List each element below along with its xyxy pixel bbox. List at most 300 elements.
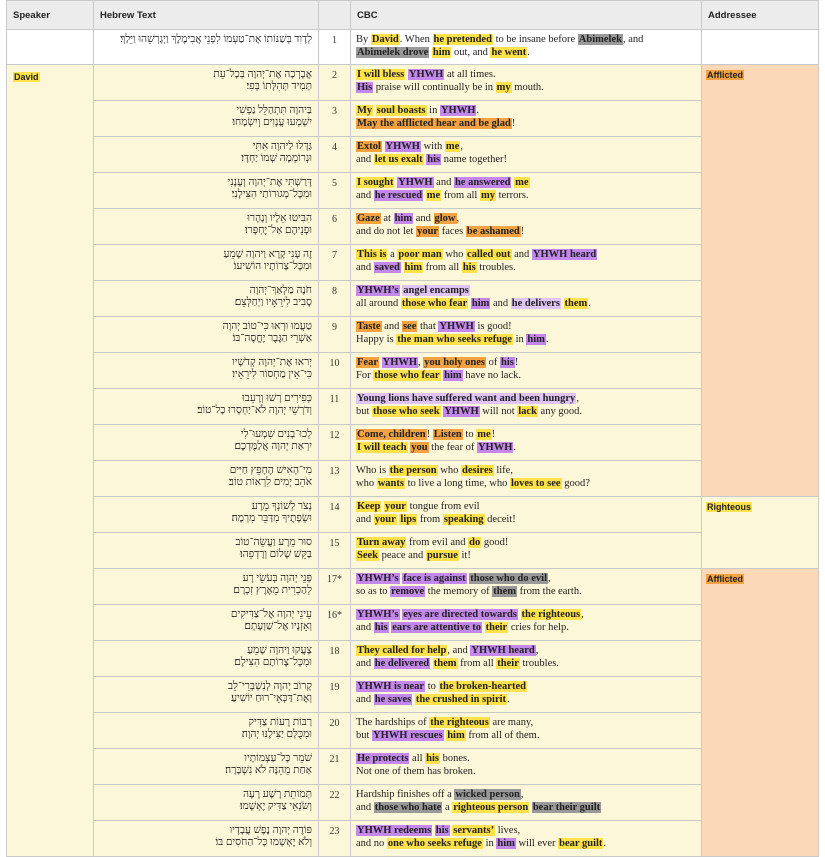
highlighted-phrase: Gaze [357,213,380,224]
highlighted-phrase: wicked person [455,789,520,800]
cbc-line [356,118,697,131]
text-segment: will ever [515,837,559,849]
text-segment: so as to [356,585,391,597]
cbc-line [356,766,697,779]
highlighted-phrase: his [374,621,388,633]
text-segment: it! [458,549,471,561]
cbc-cell [351,821,702,857]
hebrew-line: קָרוֹב יְהוָה לְנִשְׁבְּרֵי־לֵב [227,681,312,692]
highlighted-phrase: he rescued [374,189,423,201]
highlighted-phrase: pursue [426,549,458,561]
table-row [7,425,819,461]
highlighted-phrase: the righteous [430,717,489,728]
hebrew-line: מִי־הָאִישׁ הֶחָפֵץ חַיִּים [229,465,312,476]
cbc-cell [351,749,702,785]
text-segment: and do not let [356,225,417,237]
highlighted-phrase: desires [461,465,493,476]
highlighted-phrase: those who do evil [470,573,548,584]
text-segment: , [456,213,460,224]
hebrew-cell [94,30,319,65]
highlighted-phrase: his [435,825,449,836]
text-segment: Not one of them has broken. [356,765,476,777]
hebrew-line: יְראוּ אֶת־יְהוָה קְדֹשָׁיו [232,357,312,368]
hebrew-cell [94,569,319,605]
highlighted-phrase: me [445,141,460,152]
text-segment: . [588,297,591,309]
cbc-line [356,262,697,275]
highlighted-phrase: He protects [357,753,409,764]
highlighted-phrase: Fear [357,357,378,368]
text-segment: from the earth. [517,585,582,597]
highlighted-phrase: my [480,189,495,201]
speaker-cell [7,65,94,857]
highlighted-phrase: those who fear [374,369,440,381]
cbc-line [356,154,697,167]
highlighted-phrase: YHWH’s [357,609,399,620]
cbc-cell [351,389,702,425]
cbc-line [356,82,697,95]
text-segment: terrors. [495,189,529,201]
cbc-line [356,406,697,419]
hebrew-line: כִּי־אֵין מַחְסוֹר לִירֵאָיו׃ [232,369,312,380]
highlighted-phrase: lips [400,513,417,525]
cbc-line [356,622,697,635]
hebrew-line: אֲבָרְכָה אֶת־יְהוָה בְּכָל־עֵת [213,69,312,80]
text-segment: is good! [474,321,512,332]
cbc-line [356,550,697,563]
text-segment: . [476,105,479,116]
highlighted-phrase: YHWH heard [532,249,597,260]
highlighted-phrase: the crushed in spirit [415,693,507,705]
hebrew-cell [94,317,319,353]
hebrew-cell [94,173,319,209]
table-row [7,497,819,533]
cbc-line [356,34,697,47]
cbc-cell [351,30,702,65]
text-segment: peace and [379,549,426,561]
hebrew-line: חֹנֶה מַלְאַךְ־יְהוָה [249,285,312,296]
text-segment: in [482,837,497,849]
text-segment: a [387,249,398,260]
verse-number: 7 [319,245,351,281]
highlighted-phrase: be ashamed [466,225,520,237]
text-segment: from [417,513,443,525]
text-segment: . [603,837,607,849]
cbc-line [356,645,697,658]
text-segment: mouth. [511,81,544,93]
table-row [7,353,819,389]
text-segment: and [433,177,454,188]
text-segment: from evil and [406,537,469,548]
text-segment: a [442,801,453,813]
verse-number: 10 [319,353,351,389]
hebrew-cell [94,65,319,101]
cbc-cell [351,785,702,821]
addressee-cell [702,569,819,857]
hebrew-line: שֹׁמֵר כָּל־עַצְמוֹתָיו [244,753,312,764]
hebrew-line: פּוֹדֶה יְהוָה נֶפֶשׁ עֲבָדָיו [229,825,312,836]
cbc-line [356,789,697,802]
hebrew-line: וְדֹרְשֵׁי יְהוָה לֹא־יַחְסְרוּ כָל־טוֹב׃ [197,405,312,416]
cbc-line [356,658,697,671]
header-speaker: Speaker [7,1,94,30]
text-segment: and [356,189,374,201]
hebrew-line: וּשְׂפָתֶיךָ מִדַּבֵּר מִרְמָה׃ [231,513,312,524]
highlighted-phrase: wants [377,477,404,489]
verse-number: 8 [319,281,351,317]
hebrew-cell [94,101,319,137]
hebrew-line: עֵינֵי יְהוָה אֶל־צַדִּיקִים [230,609,312,620]
highlighted-phrase: my [496,81,511,93]
cbc-cell [351,281,702,317]
table-row [7,137,819,173]
highlighted-phrase: me [515,177,529,188]
table-row [7,101,819,137]
text-segment: ! [511,117,516,129]
highlighted-phrase: YHWH [440,105,476,116]
cbc-line [356,514,697,527]
text-segment: and [356,261,374,273]
text-segment: troubles. [476,261,516,273]
text-segment: , [418,357,424,368]
hebrew-line: לְדָוִד בְּשַׁנּוֹתוֹ אֶת־טַעְמוֹ לִפְנֵי אֲבִימֶלֶךְ וַיְגָרְשֵׁהוּ וַיֵּלַךְ׃ [120,34,312,45]
highlighted-phrase: David [371,34,399,45]
text-segment: from all [441,189,480,201]
cbc-line [356,370,697,383]
highlighted-phrase: I sought [357,177,394,188]
text-segment: cries for help. [508,621,569,633]
cbc-line [356,465,697,478]
highlighted-phrase: see [402,321,417,332]
cbc-cell [351,65,702,101]
text-segment: and [356,657,374,669]
highlighted-phrase: servants’ [453,825,495,836]
hebrew-line: דָּרַשְׁתִּי אֶת־יְהוָה וְעָנָנִי [227,177,312,188]
cbc-line [356,69,697,82]
table-row [7,461,819,497]
addressee-label: Afflicted [707,70,743,80]
table-row [7,821,819,857]
highlighted-phrase: me [426,189,441,201]
text-segment: Happy is [356,333,397,345]
hebrew-cell [94,749,319,785]
cbc-cell [351,461,702,497]
text-segment: For [356,369,374,381]
highlighted-phrase: him [404,261,423,273]
highlighted-phrase: They called for help [357,645,447,656]
text-segment: By [356,34,371,45]
hebrew-cell [94,425,319,461]
text-segment: but [356,729,373,741]
highlighted-phrase: their [485,621,508,633]
highlighted-phrase: soul boasts [376,105,426,116]
highlighted-phrase: angel encamps [403,285,469,296]
highlighted-phrase: glow [434,213,456,224]
highlighted-phrase: their [497,657,519,669]
cbc-line [356,442,697,455]
text-segment: ! [514,357,519,368]
text-segment: who [437,465,461,476]
highlighted-phrase: YHWH redeems [357,825,432,836]
verse-number: 1 [319,30,351,65]
highlighted-phrase: lack [518,405,537,417]
text-segment: the memory of [425,585,493,597]
text-segment: all [409,753,426,764]
hebrew-cell [94,461,319,497]
hebrew-line: וּמִכֻּלָּם יַצִּילֶנּוּ יְהוָה׃ [241,729,312,740]
text-segment: but [356,405,373,417]
verse-number: 3 [319,101,351,137]
text-segment: , [548,573,551,584]
text-segment: . [507,693,510,705]
highlighted-phrase: righteous person [453,801,529,813]
cbc-cell [351,641,702,677]
verse-number: 2 [319,65,351,101]
highlighted-phrase: he saves [374,693,412,705]
highlighted-phrase: YHWH [408,69,444,80]
hebrew-cell [94,245,319,281]
hebrew-line: אֹהֵב יָמִים לִרְאוֹת טוֹב׃ [228,477,312,488]
hebrew-cell [94,389,319,425]
cbc-line [356,681,697,694]
highlighted-phrase: saved [374,261,400,273]
cbc-line [356,694,697,707]
hebrew-cell [94,281,319,317]
highlighted-phrase: I will teach [357,441,407,453]
highlighted-phrase: YHWH [398,177,433,188]
hebrew-line: פְּנֵי יְהוָה בְּעֹשֵׂי רָע [242,573,312,584]
verse-number: 14 [319,497,351,533]
cbc-line [356,334,697,347]
text-segment: The hardships of [356,717,430,728]
hebrew-line: גַּדְּלוּ לַיהוָה אִתִּי [252,141,312,152]
highlighted-phrase: YHWH’s [357,285,399,296]
highlighted-phrase: him [471,297,490,309]
text-segment: good? [561,477,590,489]
verse-number: 12 [319,425,351,461]
text-segment: to [462,429,477,440]
highlighted-phrase: him [527,333,545,345]
text-segment: Hardship finishes off a [356,789,455,800]
highlighted-phrase: YHWH [444,405,479,417]
hebrew-cell [94,713,319,749]
hebrew-line: לְהַכְרִית מֵאֶרֶץ זִכְרָם׃ [233,585,312,596]
speaker-cell-empty [7,30,94,65]
highlighted-phrase: called out [467,249,511,260]
hebrew-line: טַעֲמוּ וּרְאוּ כִּי־טוֹב יְהוָה [222,321,312,332]
highlighted-phrase: Taste [357,321,381,332]
hebrew-cell [94,497,319,533]
highlighted-phrase: do [469,537,481,548]
text-segment: deceit! [484,513,516,525]
text-segment: who [356,477,377,489]
verse-number: 5 [319,173,351,209]
highlighted-phrase: ears are attentive to [392,621,481,633]
hebrew-line: וְשֹׂנְאֵי צַדִּיק יֶאְשָׁמוּ׃ [239,801,312,812]
text-segment: tongue from evil [406,501,480,512]
highlighted-phrase: the person [389,465,437,476]
highlighted-phrase: eyes are directed towards [403,609,517,620]
text-segment: from all [457,657,497,669]
table-row [7,245,819,281]
text-segment: bones. [440,753,470,764]
highlighted-phrase: his [427,153,441,165]
highlighted-phrase: Young lions have suffered want and been hungry [357,393,576,404]
table-body [7,30,819,857]
hebrew-line: וְאֶת־דַּכְּאֵי־רוּחַ יוֹשִׁיעַ׃ [231,693,312,704]
highlighted-phrase: the righteous [521,609,581,620]
highlighted-phrase: YHWH [477,441,513,453]
highlighted-phrase: YHWH [382,357,418,368]
text-segment: and [356,513,374,525]
psalm-table [6,0,819,857]
text-segment: will not [479,405,518,417]
text-segment: to [425,681,439,692]
hebrew-line: וּנְרוֹמְמָה שְׁמוֹ יַחְדָּו׃ [241,153,312,164]
verse-number: 18 [319,641,351,677]
cbc-line [356,573,697,586]
hebrew-cell [94,641,319,677]
highlighted-phrase: your [384,501,406,512]
addressee-cell [702,497,819,569]
text-segment: and [356,693,374,705]
text-segment: have no lack. [462,369,521,381]
text-segment: , and [622,34,644,45]
cbc-line [356,321,697,334]
hebrew-line: צָעֲקוּ וַיהוָה שָׁמֵעַ [247,645,312,656]
highlighted-phrase: Keep [357,501,381,512]
highlighted-phrase: May the afflicted hear and be glad [357,117,511,129]
highlighted-phrase: His [357,81,373,93]
header-addressee: Addressee [702,1,819,30]
text-segment: ! [491,429,496,440]
header-num [319,1,351,30]
highlighted-phrase: let us exalt [374,153,423,165]
hebrew-line: תְּמוֹתֵת רָשָׁע רָעָה [242,789,312,800]
cbc-line [356,105,697,118]
highlighted-phrase: them [564,297,588,309]
cbc-cell [351,101,702,137]
cbc-line [356,586,697,599]
highlighted-phrase: him [497,837,515,849]
text-segment: at [380,213,394,224]
highlighted-phrase: bear their guilt [532,801,601,813]
cbc-line [356,838,697,851]
highlighted-phrase: YHWH [439,321,474,332]
cbc-line [356,609,697,622]
table-row [7,533,819,569]
text-segment: from all [423,261,462,273]
verse-number: 15 [319,533,351,569]
cbc-cell [351,317,702,353]
hebrew-line: וּמִכָּל־צָרוֹתָיו הוֹשִׁיעוֹ׃ [233,261,312,272]
text-segment: to be insane before [492,34,578,45]
text-segment: with [420,141,445,152]
highlighted-phrase: those who fear [401,297,468,309]
highlighted-phrase: remove [391,585,425,597]
text-segment: , [581,609,584,620]
cbc-line [356,429,697,442]
hebrew-line: אַשְׁרֵי הַגֶּבֶר יֶחֱסֶה־בּוֹ׃ [232,333,312,344]
cbc-line [356,357,697,370]
highlighted-phrase: Abimelek [578,34,622,45]
table-row [7,281,819,317]
text-segment: from all of them. [465,729,540,741]
header-row [7,1,819,30]
highlighted-phrase: Listen [433,429,462,440]
table-row [7,749,819,785]
highlighted-phrase: them [433,657,457,669]
hebrew-line: וְאָזְנָיו אֶל־שַׁוְעָתָם׃ [244,621,312,632]
verse-number: 4 [319,137,351,173]
highlighted-phrase: This is [357,249,387,260]
highlighted-phrase: YHWH rescues [373,729,443,741]
hebrew-line: וּפְנֵיהֶם אַל־יֶחְפָּרוּ׃ [244,225,312,236]
text-segment: . [527,46,530,58]
cbc-line [356,478,697,491]
cbc-line [356,190,697,203]
hebrew-line: סוּר מֵרָע וַעֲשֵׂה־טוֹב [235,537,312,548]
text-segment: ! [520,225,525,237]
verse-number: 13 [319,461,351,497]
text-segment: in [426,105,440,116]
highlighted-phrase: he pretended [433,34,492,45]
highlighted-phrase: Turn away [357,537,406,548]
table-row [7,569,819,605]
text-segment: , [535,645,539,656]
header-cbc: CBC [351,1,702,30]
cbc-line [356,285,697,298]
text-segment: troubles. [519,657,559,669]
highlighted-phrase: YHWH’s [357,573,399,584]
cbc-line [356,298,697,311]
verse-number: 23 [319,821,351,857]
highlighted-phrase: him [447,729,465,741]
highlighted-phrase: he delivered [374,657,430,669]
highlighted-phrase: one who seeks refuge [387,837,482,849]
highlighted-phrase: he went [491,46,527,58]
cbc-cell [351,533,702,569]
text-segment: to live a long time, who [404,477,510,489]
text-segment: and [381,321,402,332]
hebrew-line: תָּמִיד תְּהִלָּתוֹ בְּפִי׃ [246,81,312,92]
table-row [7,677,819,713]
highlighted-phrase: he delivers [511,297,560,309]
hebrew-line: אַחַת מֵהֵנָּה לֹא נִשְׁבָּרָה׃ [225,765,312,776]
cbc-line [356,393,697,406]
highlighted-phrase: loves to see [510,477,561,489]
hebrew-line: זֶה עָנִי קָרָא וַיהוָה שָׁמֵעַ [223,249,312,260]
text-segment: and [413,213,434,224]
cbc-cell [351,605,702,641]
hebrew-line: וְלֹא יֶאְשְׁמוּ כָּל־הַחֹסִים בּוֹ׃ [215,837,312,848]
table-row [7,209,819,245]
text-segment: praise will continually be in [373,81,496,93]
cbc-cell [351,569,702,605]
highlighted-phrase: Come, children [357,429,426,440]
highlighted-phrase: Seek [357,549,378,561]
table-row [7,713,819,749]
text-segment: of [485,357,500,368]
text-segment: . [513,441,516,453]
highlighted-phrase: his [462,261,476,273]
highlighted-phrase: me [477,429,491,440]
verse-number: 19 [319,677,351,713]
text-segment: are many, [489,717,534,728]
hebrew-cell [94,533,319,569]
verse-number: 17* [319,569,351,605]
table-row [7,65,819,101]
